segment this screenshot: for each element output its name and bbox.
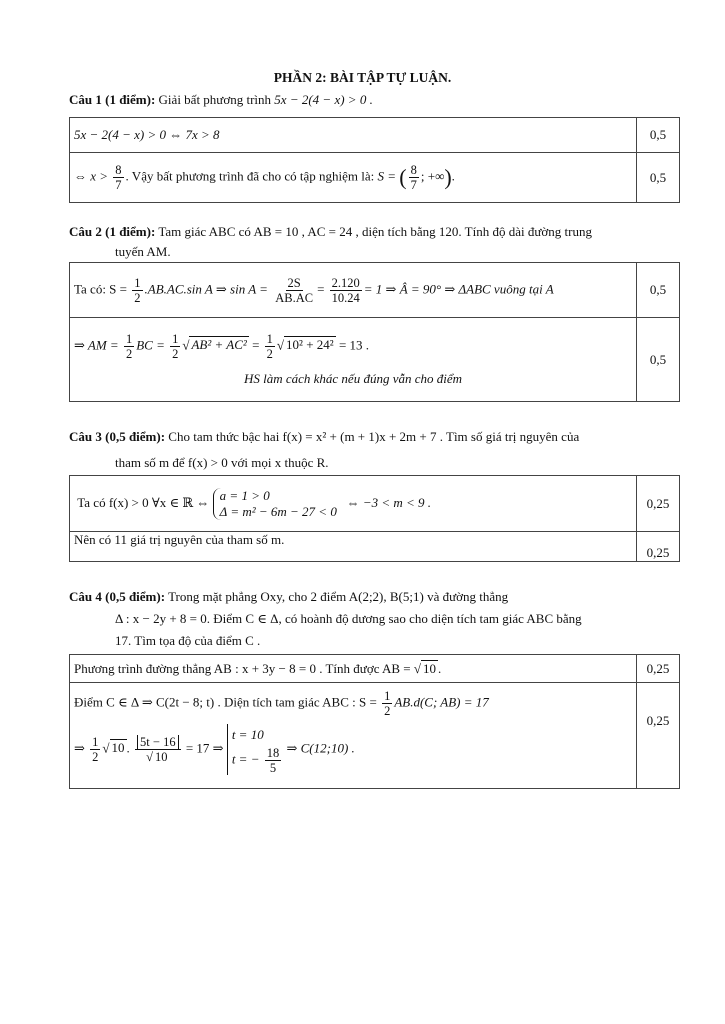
grading-note: HS làm cách khác nếu đúng vẫn cho điểm	[243, 371, 463, 386]
points-cell: 0,5	[637, 118, 680, 153]
fraction: $\frac{1}{2}$	[125, 332, 133, 361]
q1-step-2-text: . Vậy bất phương trình đã cho có tập nghiệm là:	[125, 168, 375, 184]
sqrt-expr: 10² + 24²	[286, 337, 334, 353]
question-3-text-cont: tham số m để f(x) > 0 với mọi x thuộc R.	[115, 455, 329, 470]
system-line: a = 1 > 0	[219, 487, 270, 503]
q1-step-1: 5x − 2(4 − x) > 0 ⇔ 7x > 8	[74, 127, 220, 142]
fraction: $\frac{2.120}{10.24}$	[331, 275, 360, 305]
fraction: $\frac{1}{2}$	[92, 735, 99, 764]
period: .	[438, 660, 442, 676]
fraction: $\frac{18}{5}$	[266, 746, 280, 775]
q3-step-1a: Ta có f(x) > 0 ∀x ∈ ℝ ⇔	[77, 494, 210, 510]
equals-sign: =	[317, 280, 325, 296]
equals-sign: =	[252, 337, 260, 353]
question-4-text-cont2: 17. Tìm tọa độ của điểm C .	[115, 633, 261, 648]
q1-step-2-prefix: ⇔ x >	[74, 168, 109, 184]
question-4	[69, 586, 674, 652]
implies-sign: ⇒	[74, 740, 85, 756]
table-row	[70, 532, 680, 562]
q4-step-3c: ⇒ C(12;10) .	[286, 740, 355, 756]
question-1-label: Câu 1 (1 điểm):	[69, 92, 156, 107]
q3-conclusion: Nên có 11 giá trị nguyên của tham số m.	[74, 532, 285, 547]
q4-step-1a: Phương trình đường thẳng AB : x + 3y − 8 = 0 . Tính được AB =	[74, 660, 411, 676]
table-row	[70, 263, 680, 318]
question-4-text-cont: Δ : x − 2y + 8 = 0. Điểm C ∈ Δ, có hoành độ dương sao cho diện tích tam giác ABC bằng	[115, 611, 582, 626]
table-row: Phương trình đường thẳng AB : x + 3y − 8 = 0 . Tính được AB = √ 10 . 0,25	[70, 655, 680, 683]
question-4-label: Câu 4 (0,5 điểm):	[69, 589, 166, 604]
question-2-text: Tam giác ABC có AB = 10 , AC = 24 , diện tích bằng 120. Tính độ dài đường trung	[158, 224, 592, 239]
table-row	[70, 318, 680, 402]
table-row: ⇔ x > $\frac{8}{7}$ . Vậy bất phương trình đã cho có tập nghiệm là: S = ( $\frac{8}{7}$ ; +∞). 0,5	[70, 153, 680, 203]
question-2-text-cont: tuyến AM.	[115, 244, 171, 259]
section-title: PHẦN 2: BÀI TẬP TỰ LUẬN.	[273, 70, 452, 85]
question-3	[69, 424, 674, 476]
q2-step-2a: ⇒ AM =	[74, 337, 119, 353]
question-3-text: Cho tam thức bậc hai f(x) = x² + (m + 1)x + 2m + 7 . Tìm số giá trị nguyên của	[168, 429, 580, 444]
q2-step-1c: = 1 ⇒ Â = 90° ⇒ ΔABC vuông tại A	[363, 280, 554, 296]
table-row	[70, 683, 680, 789]
sqrt-expr: 10	[155, 750, 168, 764]
solution-prefix: t = −	[231, 751, 260, 767]
q4-step-3b: = 17 ⇒	[185, 740, 224, 756]
table-row	[70, 476, 680, 532]
answer-table-3	[69, 475, 680, 562]
fraction: $\frac{2S}{AB.AC}$	[275, 275, 314, 305]
fraction: $\frac{8}{7}$	[410, 163, 417, 192]
sqrt-expr: 10	[423, 660, 437, 676]
question-1-text: Giải bất phương trình	[158, 92, 272, 107]
question-2-label: Câu 2 (1 điểm):	[69, 224, 156, 239]
fraction: $\frac{1}{2}$	[266, 332, 273, 361]
q2-step-1b: .AB.AC.sin A ⇒ sin A =	[144, 280, 268, 296]
points-cell: 0,5	[637, 263, 680, 318]
points-cell: 0,5	[637, 318, 680, 402]
equation-system	[213, 488, 337, 520]
q4-step-2a: Điểm C ∈ Δ ⇒ C(2t − 8; t) . Diện tích tam giác ABC : S =	[74, 694, 377, 710]
q1-set-prefix: S =	[377, 168, 397, 184]
solution-set	[227, 724, 283, 775]
fraction: $\frac{1}{2}$	[172, 332, 179, 361]
fraction: $\frac{1}{2}$	[134, 275, 141, 305]
sqrt-expr: 10	[111, 740, 125, 756]
points-cell: 0,25	[637, 476, 680, 532]
q4-step-2	[74, 689, 632, 718]
points-cell: 0,25	[637, 655, 680, 683]
question-1	[69, 90, 674, 110]
q3-step-1b: ⇔ −3 < m < 9 .	[346, 494, 432, 510]
answer-table-4	[69, 654, 680, 789]
q2-step-2d: = 13 .	[338, 337, 370, 353]
points-cell: 0,25	[637, 532, 680, 562]
answer-table-1	[69, 117, 680, 203]
fraction: $\frac{1}{2}$	[384, 689, 391, 718]
q2-step-1a: Ta có: S =	[74, 280, 127, 296]
solution-line: t = 10	[231, 727, 264, 742]
fraction: $\frac{8}{7}$	[115, 163, 122, 192]
q1-set-suffix: ; +∞	[420, 168, 445, 184]
question-1-expr: 5x − 2(4 − x) > 0 .	[274, 92, 373, 107]
points-cell: 0,5	[637, 153, 680, 203]
sqrt-expr: AB² + AC²	[191, 337, 247, 353]
abs-expr: 5t − 16	[137, 735, 179, 749]
q4-step-3: ⇒ $\frac{1}{2}$ √ 10 . $\frac{5t - 16}{√ 10}$ = 17 ⇒ t = 10 t = − $\frac{18}{5}$ ⇒ C(12;10) .	[74, 724, 632, 775]
q2-step-2b: BC =	[136, 337, 165, 353]
question-3-label: Câu 3 (0,5 điểm):	[69, 429, 166, 444]
question-2	[69, 222, 674, 262]
answer-table-2	[69, 262, 680, 402]
fraction: $\frac{5t - 16}{√ 10}$	[135, 735, 181, 764]
system-line: Δ = m² − 6m − 27 < 0	[219, 503, 337, 519]
table-row	[70, 118, 680, 153]
points-cell: 0,25	[637, 683, 680, 789]
q4-step-2b: AB.d(C; AB) = 17	[394, 694, 489, 710]
question-4-text: Trong mặt phẳng Oxy, cho 2 điểm A(2;2), B(5;1) và đường thẳng	[168, 589, 509, 604]
q2-step-2: ⇒ AM = $\frac{1}{2}$ BC = $\frac{1}{2}$ √ AB² + AC² = $\frac{1}{2}$ √ 10² + 24² = 13 .	[74, 332, 370, 361]
solution-line	[232, 746, 283, 775]
